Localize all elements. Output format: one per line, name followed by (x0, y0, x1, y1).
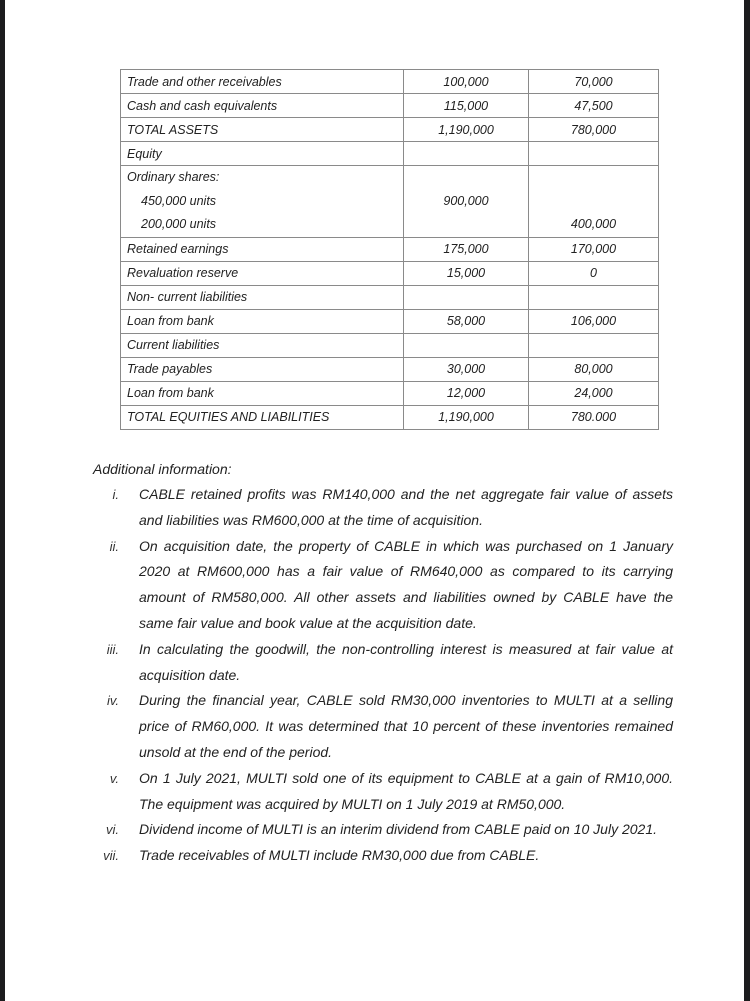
multi-value: 175,000 (404, 237, 529, 261)
row-label: Cash and cash equivalents (121, 94, 404, 118)
row-label: Loan from bank (121, 309, 404, 333)
list-item (93, 688, 673, 765)
multi-value: 58,000 (404, 309, 529, 333)
multi-value: 1,190,000 (404, 405, 529, 429)
table-row (121, 261, 659, 285)
cable-value: 0 (529, 261, 659, 285)
section-heading: Additional information: (93, 461, 232, 477)
multi-value (404, 285, 529, 309)
list-item (93, 817, 673, 843)
table-row (121, 405, 659, 429)
table-row (121, 357, 659, 381)
row-label: Revaluation reserve (121, 261, 404, 285)
row-label: Trade and other receivables (121, 70, 404, 94)
sub-label-cable-units: 200,000 units (141, 217, 217, 231)
row-label: Current liabilities (121, 333, 404, 357)
cable-value: 780.000 (529, 405, 659, 429)
cable-value: 47,500 (529, 94, 659, 118)
statement-of-financial-position-table (120, 69, 659, 430)
list-item (93, 766, 673, 818)
multi-value: 30,000 (404, 357, 529, 381)
multi-value: 15,000 (404, 261, 529, 285)
list-item (93, 482, 673, 534)
cable-value (529, 142, 659, 166)
row-label: TOTAL EQUITIES AND LIABILITIES (121, 405, 404, 429)
cable-value: 170,000 (529, 237, 659, 261)
cable-value: 106,000 (529, 309, 659, 333)
item-number: iv. (106, 693, 119, 709)
row-label: Trade payables (121, 357, 404, 381)
table-row (121, 142, 659, 166)
table-row (121, 237, 659, 261)
list-item (93, 843, 673, 869)
multi-value: 1,190,000 (404, 118, 529, 142)
item-text: In calculating the goodwill, the non-controlling interest is measured at fair value at acquisition date. (139, 640, 673, 683)
item-number: i. (112, 487, 119, 502)
list-item (93, 637, 673, 689)
item-number: iii. (106, 641, 119, 657)
multi-value: 115,000 (404, 94, 529, 118)
cable-value: 24,000 (529, 381, 659, 405)
multi-value (404, 333, 529, 357)
table-row (121, 285, 659, 309)
document-page (5, 0, 744, 1001)
sub-label-multi-units: 450,000 units (141, 193, 217, 208)
item-text: Trade receivables of MULTI include RM30,000 due from CABLE. (139, 847, 540, 864)
table-row (121, 333, 659, 357)
cable-value (529, 285, 659, 309)
item-text: On acquisition date, the property of CABLE in which was purchased on 1 January 2020 at RM600,000 has a fair value of RM640,000 as compared to its carrying amount of RM580,000. All other assets and liabilities owned by CABLE have the same fair value and book value at the acquisition date. (139, 537, 673, 631)
item-text: CABLE retained profits was RM140,000 and the net aggregate fair value of assets and liabilities was RM600,000 at the time of acquisition. (139, 486, 673, 528)
row-label: TOTAL ASSETS (121, 118, 404, 142)
multi-value (404, 142, 529, 166)
multi-value: 900,000 (443, 193, 489, 208)
table-row-ordinary-shares (121, 166, 659, 238)
item-number: vii. (103, 848, 119, 864)
item-number: vi. (106, 822, 119, 838)
table-row (121, 70, 659, 94)
item-number: v. (109, 770, 119, 786)
row-label: Retained earnings (121, 237, 404, 261)
item-text: On 1 July 2021, MULTI sold one of its equipment to CABLE at a gain of RM10,000. The equipment was acquired by MULTI on 1 July 2019 at RM50,000. (139, 769, 673, 812)
table-row (121, 381, 659, 405)
item-text: Dividend income of MULTI is an interim dividend from CABLE paid on 10 July 2021. (139, 821, 657, 838)
cable-value: 70,000 (529, 70, 659, 94)
table-row (121, 309, 659, 333)
item-text: During the financial year, CABLE sold RM30,000 inventories to MULTI at a selling price of RM60,000. It was determined that 10 percent of these inventories remained unsold at the end of the period. (139, 692, 673, 760)
multi-value: 100,000 (404, 70, 529, 94)
cable-value: 400,000 (570, 217, 617, 231)
row-label: Non- current liabilities (121, 285, 404, 309)
row-label: Ordinary shares: (127, 170, 220, 184)
table-row (121, 94, 659, 118)
table-row (121, 118, 659, 142)
item-number: ii. (109, 538, 119, 554)
cable-value: 780,000 (529, 118, 659, 142)
additional-information-section (93, 456, 673, 869)
list-item (93, 534, 673, 637)
cable-value (529, 333, 659, 357)
cable-value: 80,000 (529, 357, 659, 381)
row-label: Loan from bank (121, 381, 404, 405)
row-label: Equity (121, 142, 404, 166)
multi-value: 12,000 (404, 381, 529, 405)
